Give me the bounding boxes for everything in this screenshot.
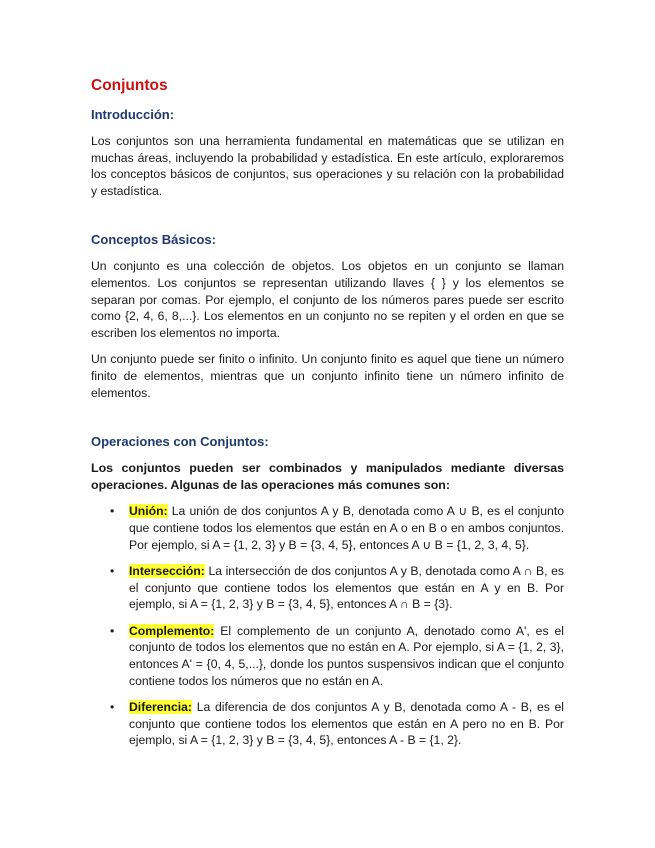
operations-heading: Operaciones con Conjuntos:	[91, 434, 269, 450]
operation-term: Complemento:	[129, 623, 215, 638]
basics-heading: Conceptos Básicos:	[91, 232, 216, 248]
operation-complement	[91, 623, 564, 689]
operation-term: Intersección:	[129, 564, 205, 579]
document-title: Conjuntos	[91, 77, 168, 94]
section-spacer	[91, 209, 564, 231]
operation-union	[91, 503, 564, 553]
basics-paragraph-1: Un conjunto es una colección de objetos. Los objetos en un conjunto se llaman elementos. Los conjuntos se representan utilizando llaves { } y los elementos se separan por comas. Por ejemplo, el conjunto de los números pares puede ser escrito como {2, 4, 6, 8,...}. Los elementos en un conjunto no se repiten y el orden en que se escriben los elementos no importa.	[91, 259, 564, 340]
operation-intersection	[91, 563, 564, 613]
operations-list	[91, 503, 564, 749]
section-spacer	[91, 411, 564, 433]
operation-term: Unión:	[129, 504, 168, 519]
bullet-icon: •	[110, 623, 115, 638]
operation-difference	[91, 699, 564, 749]
basics-paragraph-2: Un conjunto puede ser finito o infinito. Un conjunto finito es aquel que tiene un número finito de elementos, mientras que un conjunto infinito tiene un número infinito de elementos.	[91, 352, 564, 400]
operation-term: Diferencia:	[129, 700, 192, 715]
intro-heading: Introducción:	[91, 107, 175, 122]
operation-description: La diferencia de dos conjuntos A y B, denotada como A - B, es el conjunto que contiene todos los elementos que están en A pero no en B. Por ejemplo, si A = {1, 2, 3} y B = {3, 4, 5}, entonces A - B = {1, 2}.	[129, 700, 564, 748]
bullet-icon: •	[110, 700, 115, 715]
bullet-icon: •	[110, 564, 115, 579]
intro-paragraph: Los conjuntos son una herramienta fundamental en matemáticas que se utilizan en muchas áreas, incluyendo la probabilidad y estadística. En este artículo, exploraremos los conceptos básicos de conjuntos, sus operaciones y su relación con la probabilidad y estadística.	[91, 134, 564, 198]
bullet-icon: •	[110, 504, 115, 519]
operation-description: El complemento de un conjunto A, denotado como A', es el conjunto de todos los elementos que no están en A. Por ejemplo, si A = {1, 2, 3}, entonces A' = {0, 4, 5,...}, donde los puntos suspensivos indican que el conjunto contiene todos los números que no están en A.	[129, 623, 564, 688]
operations-lead: Los conjuntos pueden ser combinados y manipulados mediante diversas operaciones. Algunas de las operaciones más comunes son:	[91, 461, 564, 492]
operation-description: La intersección de dos conjuntos A y B, denotada como A ∩ B, es el conjunto que contiene todos los elementos que están en A y en B. Por ejemplo, si A = {1, 2, 3} y B = {3, 4, 5}, entonces A ∩ B = {3}.	[129, 564, 564, 612]
operation-description: La unión de dos conjuntos A y B, denotada como A ∪ B, es el conjunto que contiene todos los elementos que están en A o en B o en ambos conjuntos. Por ejemplo, si A = {1, 2, 3} y B = {3, 4, 5}, entonces A ∪ B = {1, 2, 3, 4, 5}.	[129, 504, 564, 552]
